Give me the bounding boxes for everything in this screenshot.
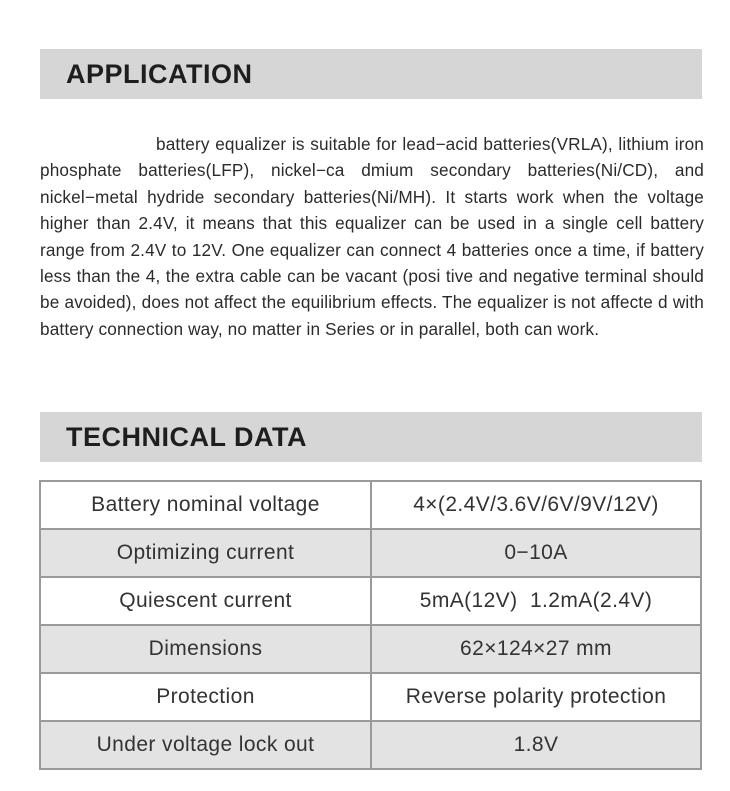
spec-label: Quiescent current xyxy=(40,577,371,625)
table-row xyxy=(40,481,701,529)
table-row xyxy=(40,673,701,721)
spec-value: 5mA(12V) 1.2mA(2.4V) xyxy=(371,577,701,625)
spec-value: 0−10A xyxy=(371,529,701,577)
technical-data-header-bar xyxy=(40,412,702,462)
table-row xyxy=(40,529,701,577)
application-paragraph-text: battery equalizer is suitable for lead−acid batteries(VRLA), lithium iron phosphate batteries(LFP), nickel−ca dmium secondary batteries(Ni/CD), and nickel−metal hydride secondary batteries(Ni/MH). It starts work when the voltage higher than 2.4V, it means that this equalizer can be used in a single cell battery range from 2.4V to 12V. One equalizer can connect 4 batteries once a time, if battery less than the 4, the extra cable can be vacant (posi tive and negative terminal should be avoided), does not affect the equilibrium effects. The equalizer is not affecte d with battery connection way, no matter in Series or in parallel, both can work. xyxy=(40,134,704,339)
application-heading: APPLICATION xyxy=(66,58,253,89)
spec-value: 4×(2.4V/3.6V/6V/9V/12V) xyxy=(371,481,701,529)
spec-value: 62×124×27 mm xyxy=(371,625,701,673)
spec-value: 1.8V xyxy=(371,721,701,769)
spec-label: Battery nominal voltage xyxy=(40,481,371,529)
table-row xyxy=(40,721,701,769)
table-row xyxy=(40,625,701,673)
spec-label: Dimensions xyxy=(40,625,371,673)
spec-label: Under voltage lock out xyxy=(40,721,371,769)
application-header-bar xyxy=(40,49,702,99)
application-paragraph xyxy=(40,131,704,342)
technical-data-heading: TECHNICAL DATA xyxy=(66,421,307,452)
spec-label: Protection xyxy=(40,673,371,721)
table-row xyxy=(40,577,701,625)
spec-value: Reverse polarity protection xyxy=(371,673,701,721)
spec-label: Optimizing current xyxy=(40,529,371,577)
technical-data-table xyxy=(39,480,702,770)
